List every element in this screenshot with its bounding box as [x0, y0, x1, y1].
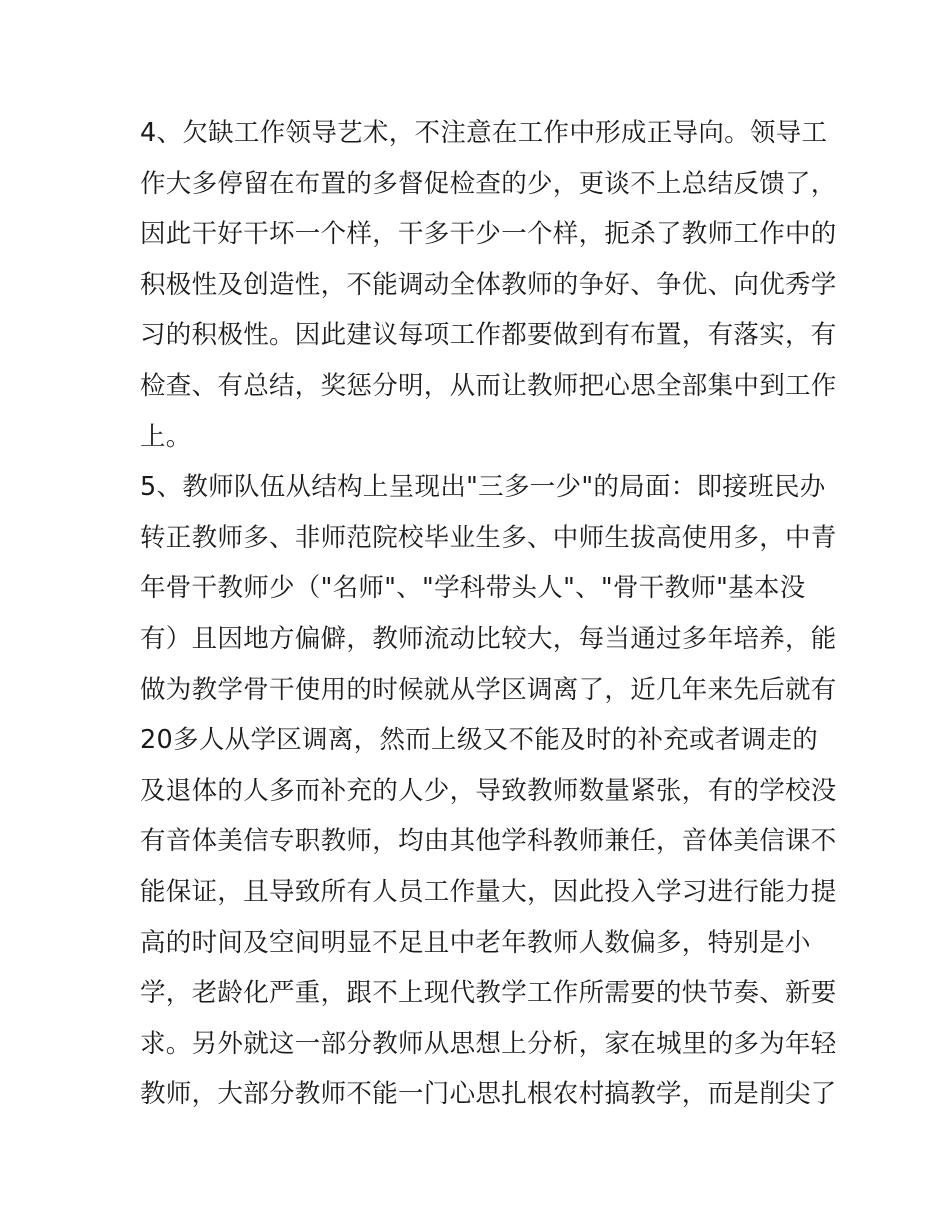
text-line: 及退体的人多而补充的人少，导致教师数量紧张，有的学校没	[140, 775, 837, 806]
text-line: 上。	[140, 421, 192, 452]
text-line: 积极性及创造性，不能调动全体教师的争好、争优、向优秀学	[140, 269, 837, 300]
text-line: 学，老龄化严重，跟不上现代教学工作所需要的快节奏、新要	[140, 978, 837, 1009]
text-line: 有）且因地方偏僻，教师流动比较大，每当通过多年培养，能	[140, 623, 837, 654]
text-line: 教师，大部分教师不能一门心思扎根农村搞教学，而是削尖了	[140, 1079, 837, 1110]
text-line: 年骨干教师少（"名师"、"学科带头人"、"骨干教师"基本没	[140, 573, 806, 604]
text-line: 能保证，且导致所有人员工作量大，因此投入学习进行能力提	[140, 876, 837, 907]
text-line: 转正教师多、非师范院校毕业生多、中师生拔高使用多，中青	[140, 522, 837, 553]
text-line: 求。另外就这一部分教师从思想上分析，家在城里的多为年轻	[140, 1028, 837, 1059]
text-line: 高的时间及空间明显不足且中老年教师人数偏多，特别是小	[140, 927, 811, 958]
text-line: 因此干好干坏一个样，干多干少一个样，扼杀了教师工作中的	[140, 219, 837, 250]
text-line: 检查、有总结，奖惩分明，从而让教师把心思全部集中到工作	[140, 370, 837, 401]
text-line: 20多人从学区调离，然而上级又不能及时的补充或者调走的	[140, 725, 819, 756]
text-line: 5、教师队伍从结构上呈现出"三多一少"的局面：即接班民办	[140, 472, 826, 503]
text-line: 做为教学骨干使用的时候就从学区调离了，近几年来先后就有	[140, 674, 837, 705]
body-text	[140, 108, 837, 1120]
text-line: 4、欠缺工作领导艺术，不注意在工作中形成正导向。领导工	[140, 118, 828, 148]
text-line: 习的积极性。因此建议每项工作都要做到有布置，有落实，有	[140, 320, 837, 351]
text-line: 作大多停留在布置的多督促检查的少，更谈不上总结反馈了，	[140, 168, 837, 199]
text-line: 有音体美信专职教师，均由其他学科教师兼任，音体美信课不	[140, 826, 837, 857]
